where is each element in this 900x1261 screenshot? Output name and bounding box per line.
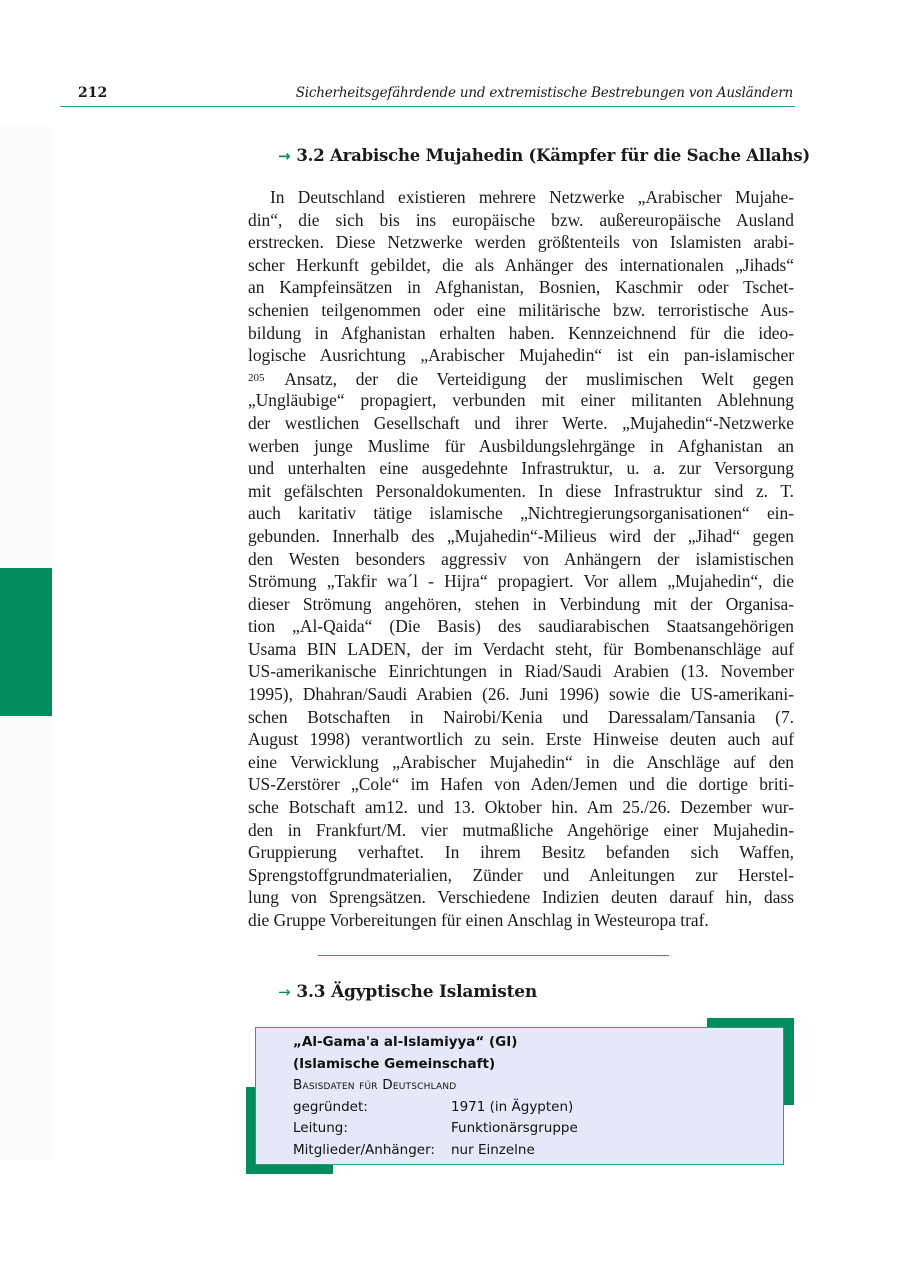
text-line: an Kampfeinsätzen in Afghanistan, Bosnien, Kaschmir oder Tschet-	[248, 277, 794, 298]
text-line: den in Frankfurt/M. vier mutmaßliche Angehörige einer Mujahedin-	[248, 819, 794, 840]
text-line: Strömung „Takfir wa´l - Hijra“ propagiert. Vor allem „Mujahedin“, die	[248, 571, 794, 592]
section-heading-text: 3.3 Ägyptische Islamisten	[296, 982, 538, 1002]
text-line: Sprengstoffgrundmaterialien, Zünder und Anleitungen zur Herstel-	[248, 864, 794, 885]
info-key: gegründet:	[293, 1098, 368, 1115]
chapter-thumb-tab	[0, 568, 52, 716]
info-row-leadership	[293, 1118, 578, 1140]
body-paragraph	[248, 186, 794, 932]
section-heading-3-3	[278, 982, 537, 1002]
text-line: US-amerikanische Einrichtungen in Riad/Saudi Arabien (13. November	[248, 661, 794, 682]
text-line: lung von Sprengsätzen. Verschiedene Indizien deuten darauf hin, dass	[248, 887, 794, 908]
footnote-marker: 205	[248, 371, 265, 384]
text-line: auch karitativ tätige islamische „Nichtregierungsorganisationen“ ein-	[248, 503, 794, 524]
text-line: Gruppierung verhaftet. In ihrem Besitz befanden sich Waffen,	[248, 842, 794, 863]
text-line: US-Zerstörer „Cole“ im Hafen von Aden/Jemen und die dortige briti-	[248, 774, 794, 795]
text-line: eine Verwicklung „Arabischer Mujahedin“ in die Anschläge auf den	[248, 751, 794, 772]
organization-name: „Al-Gama'a al-Islamiyya“ (GI)	[293, 1034, 518, 1050]
section-heading-3-2	[278, 146, 810, 165]
section-divider	[318, 955, 669, 956]
info-value: 1971 (in Ägypten)	[451, 1098, 574, 1115]
text-line: In Deutschland existieren mehrere Netzwerke „Arabischer Mujahe-	[270, 187, 794, 207]
text-line: schen Botschaften in Nairobi/Kenia und Daressalam/Tansania (7.	[248, 706, 794, 727]
text-line: din“, die sich bis ins europäische bzw. außereuropäische Ausland	[248, 209, 794, 230]
text-line: August 1998) verantwortlich zu sein. Erste Hinweise deuten auch auf	[248, 729, 794, 750]
text-line: Usama BIN LADEN, der im Verdacht steht, für Bombenanschläge auf	[248, 638, 794, 659]
info-row-members	[293, 1140, 578, 1162]
info-value: nur Einzelne	[451, 1141, 535, 1158]
text-line: schenien teilgenommen oder eine militärische bzw. terroristische Aus-	[248, 299, 794, 320]
text-line: scher Herkunft gebildet, die als Anhänger des internationalen „Jihads“	[248, 254, 794, 275]
arrow-right-icon: →	[278, 983, 291, 1001]
text-line: tion „Al-Qaida“ (Die Basis) des saudiarabischen Staatsangehörigen	[248, 616, 794, 637]
info-key: Mitglieder/Anhänger:	[293, 1141, 435, 1158]
section-heading-text: 3.2 Arabische Mujahedin (Kämpfer für die Sache Allahs)	[296, 146, 811, 165]
text-line: mit gefälschten Personaldokumenten. In diese Infrastruktur sind z. T.	[248, 480, 794, 501]
text-line: den Westen besonders aggressiv von Anhängern der islamistischen	[248, 548, 794, 569]
arrow-right-icon: →	[278, 147, 291, 165]
text-line: und unterhalten eine ausgedehnte Infrastruktur, u. a. zur Versorgung	[248, 458, 794, 479]
text-line: „Ungläubige“ propagiert, verbunden mit einer militanten Ablehnung	[248, 390, 794, 411]
text-line: logische Ausrichtung „Arabischer Mujahedin“ ist ein pan-islamischer	[248, 345, 794, 366]
page-number: 212	[78, 85, 108, 101]
text-line: sche Botschaft am12. und 13. Oktober hin. Am 25./26. Dezember wur-	[248, 797, 794, 818]
text-line: Ansatz, der die Verteidigung der muslimischen Welt gegen	[284, 368, 794, 389]
organization-info-box	[255, 1027, 784, 1165]
running-head-title: Sicherheitsgefährdende und extremistische Bestrebungen von Ausländern	[295, 85, 793, 101]
text-line: bildung in Afghanistan erhalten haben. Kennzeichnend für die ideo-	[248, 322, 794, 343]
text-line-with-footnote	[248, 367, 794, 390]
text-line: erstrecken. Diese Netzwerke werden größtenteils von Islamisten arabi-	[248, 232, 794, 253]
organization-translation: (Islamische Gemeinschaft)	[293, 1055, 496, 1072]
text-line: der westlichen Gesellschaft und ihrer Werte. „Mujahedin“-Netzwerke	[248, 412, 794, 433]
text-line: die Gruppe Vorbereitungen für einen Anschlag in Westeuropa traf.	[248, 910, 709, 930]
info-value: Funktionärsgruppe	[451, 1120, 578, 1137]
text-line: werben junge Muslime für Ausbildungslehrgänge in Afghanistan an	[248, 435, 794, 456]
running-head	[60, 82, 795, 107]
info-box-subheading: Basisdaten für Deutschland	[293, 1077, 457, 1094]
info-key: Leitung:	[293, 1120, 348, 1137]
info-row-founded	[293, 1097, 578, 1119]
text-line: gebunden. Innerhalb des „Mujahedin“-Milieus wird der „Jihad“ gegen	[248, 525, 794, 546]
text-line: dieser Strömung angehören, stehen in Verbindung mit der Organisa-	[248, 593, 794, 614]
text-line: 1995), Dhahran/Saudi Arabien (26. Juni 1996) sowie die US-amerikani-	[248, 684, 794, 705]
